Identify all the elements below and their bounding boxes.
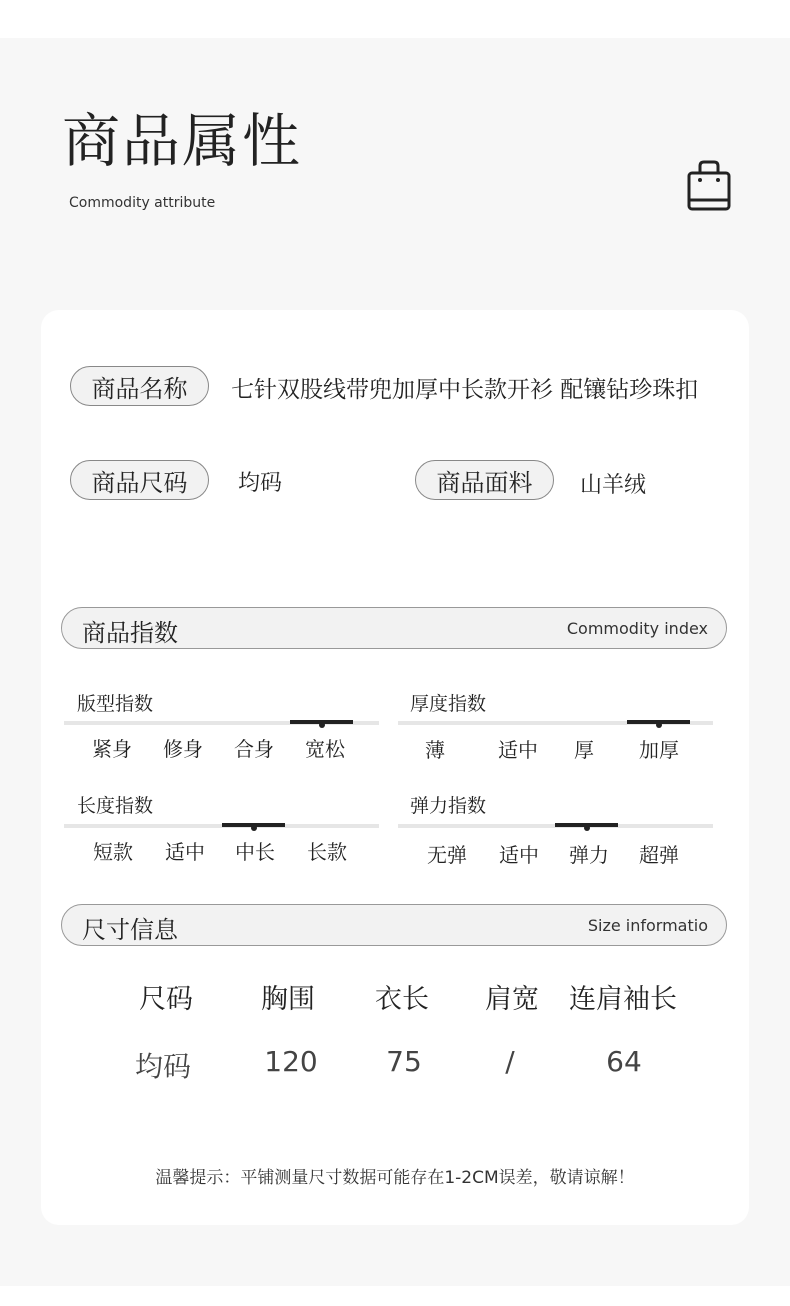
page-title: 商品属性	[62, 107, 303, 175]
fit-option: 修身	[163, 737, 203, 761]
fit-option-selected: 宽松	[305, 737, 345, 761]
table-cell: 75	[386, 1045, 422, 1078]
index-section-subtitle: Commodity index	[566, 619, 708, 638]
shopping-bag-icon	[685, 160, 733, 212]
name-label: 商品名称	[70, 366, 209, 406]
table-cell: /	[505, 1045, 515, 1078]
length-option: 适中	[165, 840, 205, 864]
measurement-note: 温馨提示：平铺测量尺寸数据可能存在1-2CM误差，敬请谅解！	[155, 1168, 635, 1188]
fabric-value: 山羊绒	[580, 473, 647, 498]
size-section-header	[61, 904, 727, 946]
elasticity-option: 超弹	[639, 843, 679, 867]
length-option: 短款	[93, 840, 133, 864]
thickness-option: 厚	[574, 738, 594, 762]
page-subtitle: Commodity attribute	[69, 195, 216, 211]
thickness-index-label: 厚度指数	[410, 693, 487, 715]
elasticity-index-label: 弹力指数	[410, 795, 487, 817]
fit-index-track	[64, 721, 379, 725]
thickness-index-marker	[627, 720, 690, 724]
thickness-index-track	[398, 721, 713, 725]
length-index-track	[64, 824, 379, 828]
table-header: 胸围	[261, 984, 315, 1015]
fit-index-label: 版型指数	[77, 693, 154, 715]
attribute-card	[41, 310, 749, 1225]
length-index-label: 长度指数	[77, 795, 154, 817]
length-index-marker	[222, 823, 285, 827]
thickness-option: 薄	[425, 738, 445, 762]
name-value: 七针双股线带兜加厚中长款开衫 配镶钻珍珠扣	[231, 377, 699, 403]
thickness-option-selected: 加厚	[639, 738, 679, 762]
index-section-title: 商品指数	[82, 619, 178, 647]
table-header: 连肩袖长	[569, 984, 677, 1015]
size-label: 商品尺码	[70, 460, 209, 500]
elasticity-option: 无弹	[427, 843, 467, 867]
table-cell: 64	[606, 1045, 642, 1078]
elasticity-index-track	[398, 824, 713, 828]
elasticity-option-selected: 弹力	[569, 843, 609, 867]
table-header: 肩宽	[485, 984, 539, 1015]
size-section-title: 尺寸信息	[82, 916, 178, 944]
fit-option: 合身	[234, 737, 274, 761]
size-value: 均码	[238, 471, 283, 496]
table-cell: 均码	[134, 1050, 191, 1083]
table-header: 衣长	[375, 984, 429, 1015]
fabric-label: 商品面料	[415, 460, 554, 500]
index-section-header	[61, 607, 727, 649]
table-header: 尺码	[139, 984, 193, 1015]
fit-option: 紧身	[92, 737, 132, 761]
table-cell: 120	[264, 1045, 318, 1078]
thickness-option: 适中	[498, 738, 538, 762]
size-section-subtitle: Size informatio	[587, 916, 708, 935]
length-option: 长款	[307, 840, 347, 864]
elasticity-option: 适中	[499, 843, 539, 867]
fit-index-marker	[290, 720, 353, 724]
elasticity-index-marker	[555, 823, 618, 827]
length-option-selected: 中长	[235, 840, 275, 864]
